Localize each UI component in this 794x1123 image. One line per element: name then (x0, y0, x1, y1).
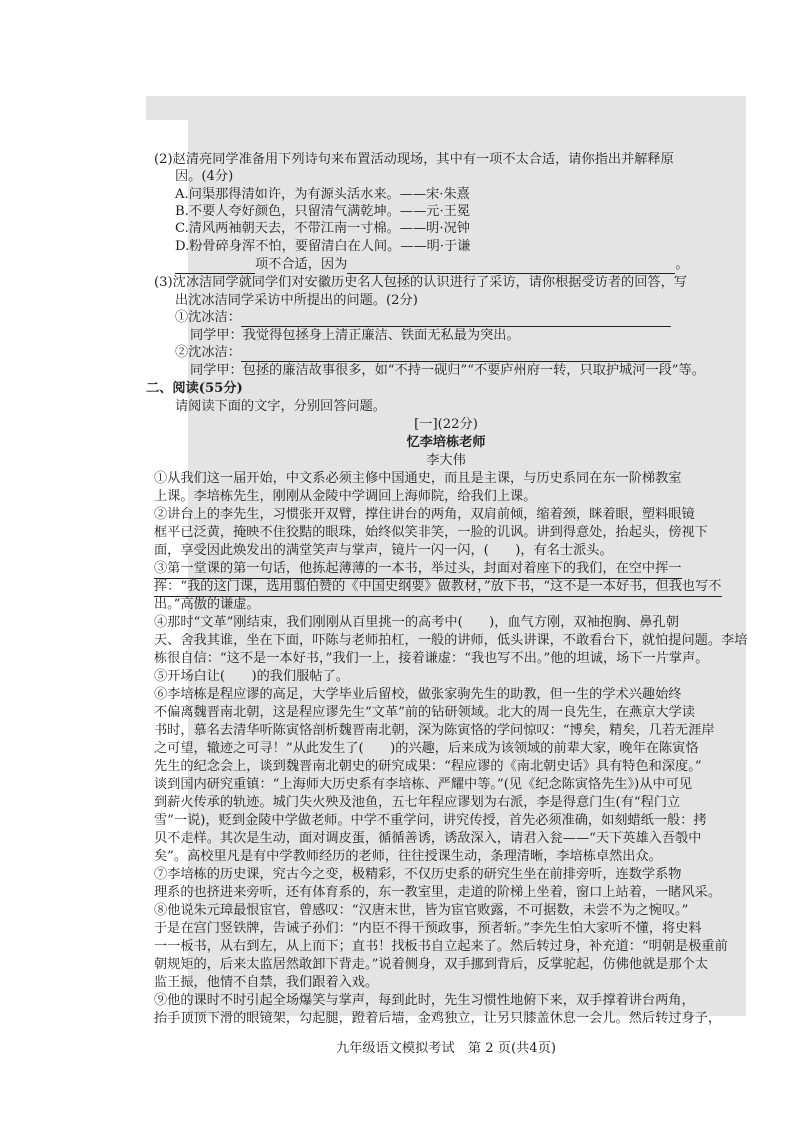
passage-line: 不偏离魏晋南北朝，这是程应谬先生“文革”前的钻研领域。北大的周一良先生，在燕京大学读 (154, 705, 695, 720)
q3-question2-label: ②沈冰洁： (175, 345, 241, 360)
passage-line: 于是在宫门竖铁牌，告诫子孙们：“内臣不得干预政事，预者斩。”李先生怕大家听不懂，将史料 (154, 921, 702, 936)
q2-option-c: C.清风两袖朝天去，不带江南一寸棉。——明·况钟 (175, 221, 470, 236)
passage-line: ②讲台上的李先生，习惯张开双臂，撑住讲台的两角，双肩前倾，缩着颈，眯着眼，塑料眼镜 (154, 507, 695, 522)
passage-line: 先生的纪念会上，谈到魏晋南北朝史的研究成果：“程应谬的《南北朝史话》具有特色和深度。” (154, 759, 702, 774)
q3-question1-label: ①沈冰洁： (175, 310, 241, 325)
q3-question2-line (175, 344, 671, 362)
passage-title: 忆李培栋老师 (406, 435, 486, 450)
passage-line: 天、舍我其谁，坐在下面，吓陈与老师拍杠，一般的讲师，低头讲课，不敢看台下，就怕提问题。李培 (154, 633, 748, 648)
passage-line: 一一板书，从右到左，从上而下；直书！找板书自立起来了。然后转过身，补充道：“明朝是极重前 (154, 939, 728, 954)
passage-line: ③第一堂课的第一句话，他拣起薄薄的一本书，举过头，封面对着座下的我们，在空中挥一 (154, 560, 682, 579)
passage-line: 理系的也挤进来旁听，还有体育系的，东一教室里，走道的阶梯上坐着，窗口上站着，一睹风采。 (154, 885, 722, 900)
passage-author: 李大伟 (426, 453, 466, 468)
passage-line: 面，享受因此焕发出的满堂笑声与掌声，镜片一闪一闪，( )，有名士派头。 (154, 543, 613, 558)
q2-stem-line2: 因。(4分) (175, 169, 234, 184)
q2-option-a: A.问渠那得清如许，为有源头活水来。——宋·朱熹 (175, 187, 470, 202)
part-label: [一](22分) (414, 417, 478, 432)
passage-line: 监王振，他情不自禁，我们跟着入戏。 (154, 975, 379, 990)
passage-line: 之可望，辙迹之可寻！”从此发生了( )的兴趣，后来成为该领域的前辈大家，晚年在陈寅恪 (154, 741, 699, 756)
passage-line: ⑥李培栋是程应谬的高足，大学毕业后留校，做张家驹先生的助教，但一生的学术兴趣始终 (154, 687, 682, 702)
passage-line: ①从我们这一届开始，中文系必须主修中国通史，而且是主课，与历史系同在东一阶梯教室 (154, 471, 682, 486)
passage-line: 出。”高傲的谦虚。 (154, 597, 260, 612)
q3-question1-blank[interactable] (241, 312, 671, 327)
passage-line: ⑦李培栋的历史课，究古今之变，极精彩，不仅历史系的研究生坐在前排旁听，连数学系物 (154, 867, 682, 882)
q3-question1-line (175, 309, 671, 327)
passage-line: ⑨他的课时不时引起全场爆笑与掌声，每到此时，先生习惯性地俯下来，双手撑着讲台两角， (154, 993, 695, 1008)
passage-line: ⑤开场白让( )的我们服帖了。 (154, 669, 349, 684)
passage-line: 朝规矩的，后来太监居然敢卸下背走。”说着侧身，双手挪到背后，反掌驼起，仿佛他就是那个太 (154, 957, 709, 972)
q3-stem-line2: 出沈冰洁同学采访中所提出的问题。(2分) (175, 293, 418, 308)
passage-line: 书时，慕名去清华听陈寅恪剖析魏晋南北朝，深为陈寅恪的学问惊叹：“博矣，精矣，几若无涯岸 (154, 723, 715, 738)
section-heading: 二、阅读(55分) (146, 381, 243, 396)
q2-choice-blank[interactable] (175, 259, 255, 274)
passage-line: ④那时“文革”刚结束，我们刚刚从百里挑一的高考中( )，血气方刚，双袖抱胸、鼻孔朝 (154, 615, 679, 630)
q3-stem-line1: (3)沈冰洁同学就同学们对安徽历史名人包拯的认识进行了采访，请你根据受访者的回答，写 (154, 275, 687, 290)
q2-answer-line (175, 256, 689, 274)
passage-line: 上课。李培栋先生，刚刚从金陵中学调回上海师院，给我们上课。 (154, 489, 537, 504)
passage-line: 框平已泛黄，掩映不住狡黠的眼珠，始终似笑非笑，一脸的讥讽。讲到得意处，抬起头，傍视下 (154, 525, 708, 540)
q3-question2-blank[interactable] (241, 347, 671, 362)
q2-option-d: D.粉骨碎身浑不怕，要留清白在人间。——明·于谦 (175, 239, 471, 254)
q2-option-b: B.不要人夸好颜色，只留清气满乾坤。——元·王冕 (175, 204, 471, 219)
passage-line: 谈到国内研究重镇：“上海师大历史系有李培栋、严耀中等。”(见《纪念陈寅恪先生》)从中可见 (154, 777, 693, 792)
q3-reply2: 同学甲：包拯的廉洁故事很多，如“不持一砚归”“不要庐州府一转，只取护城河一段”等。 (190, 363, 705, 378)
q2-reason-blank[interactable] (347, 259, 675, 274)
section-instruction: 请阅读下面的文字，分别回答问题。 (175, 399, 386, 414)
q2-answer-end: 。 (675, 257, 689, 272)
passage-line: 挥：“我的这门课，选用翦伯赞的《中国史纲要》做教材，”放下书，“这不是一本好书，但我也写不 (154, 578, 722, 597)
passage-line: ⑧他说朱元璋最恨宦官，曾感叹：“汉唐末世，皆为宦官败露，不可据数，未尝不为之惋叹。” (154, 903, 689, 918)
passage-line: 矣”。高校里凡是有中学教师经历的老师，往往授课生动，条理清晰，李培栋卓然出众。 (154, 849, 662, 864)
q2-answer-prefix: 项不合适，因为 (255, 257, 348, 272)
passage-line: 雪”一说)，贬到金陵中学做老师。中学不重学问，讲究传授，首先必须准确，如刻蜡纸一般：拷 (154, 813, 707, 828)
passage-line: 抬手顶顶下滑的眼镜架，勾起腿，蹬着后墙，金鸡独立，让另只膝盖休息一会儿。然后转过身子， (154, 1011, 722, 1026)
passage-line: 栋很自信：“这不是一本好书，”我们一上，接着谦虚：“我也写不出。”他的坦诚，场下一片掌声。 (154, 651, 709, 666)
page-footer: 九年级语文模拟考试 第 2 页(共4页) (335, 1041, 557, 1056)
passage-line: 贝不走样。其次是生动，面对调皮蛋，循循善诱，诱敌深入，请君入瓮——“天下英雄入吾彀中 (154, 831, 702, 846)
q2-stem-line1: (2)赵清亮同学准备用下列诗句来布置活动现场，其中有一项不太合适，请你指出并解释原 (154, 152, 674, 167)
q3-reply1: 同学甲：我觉得包拯身上清正廉洁、铁面无私最为突出。 (190, 328, 520, 343)
passage-line: 到薪火传承的轨迹。城门失火殃及池鱼，五七年程应谬划为右派，李是得意门生(有“程门立 (154, 795, 681, 810)
